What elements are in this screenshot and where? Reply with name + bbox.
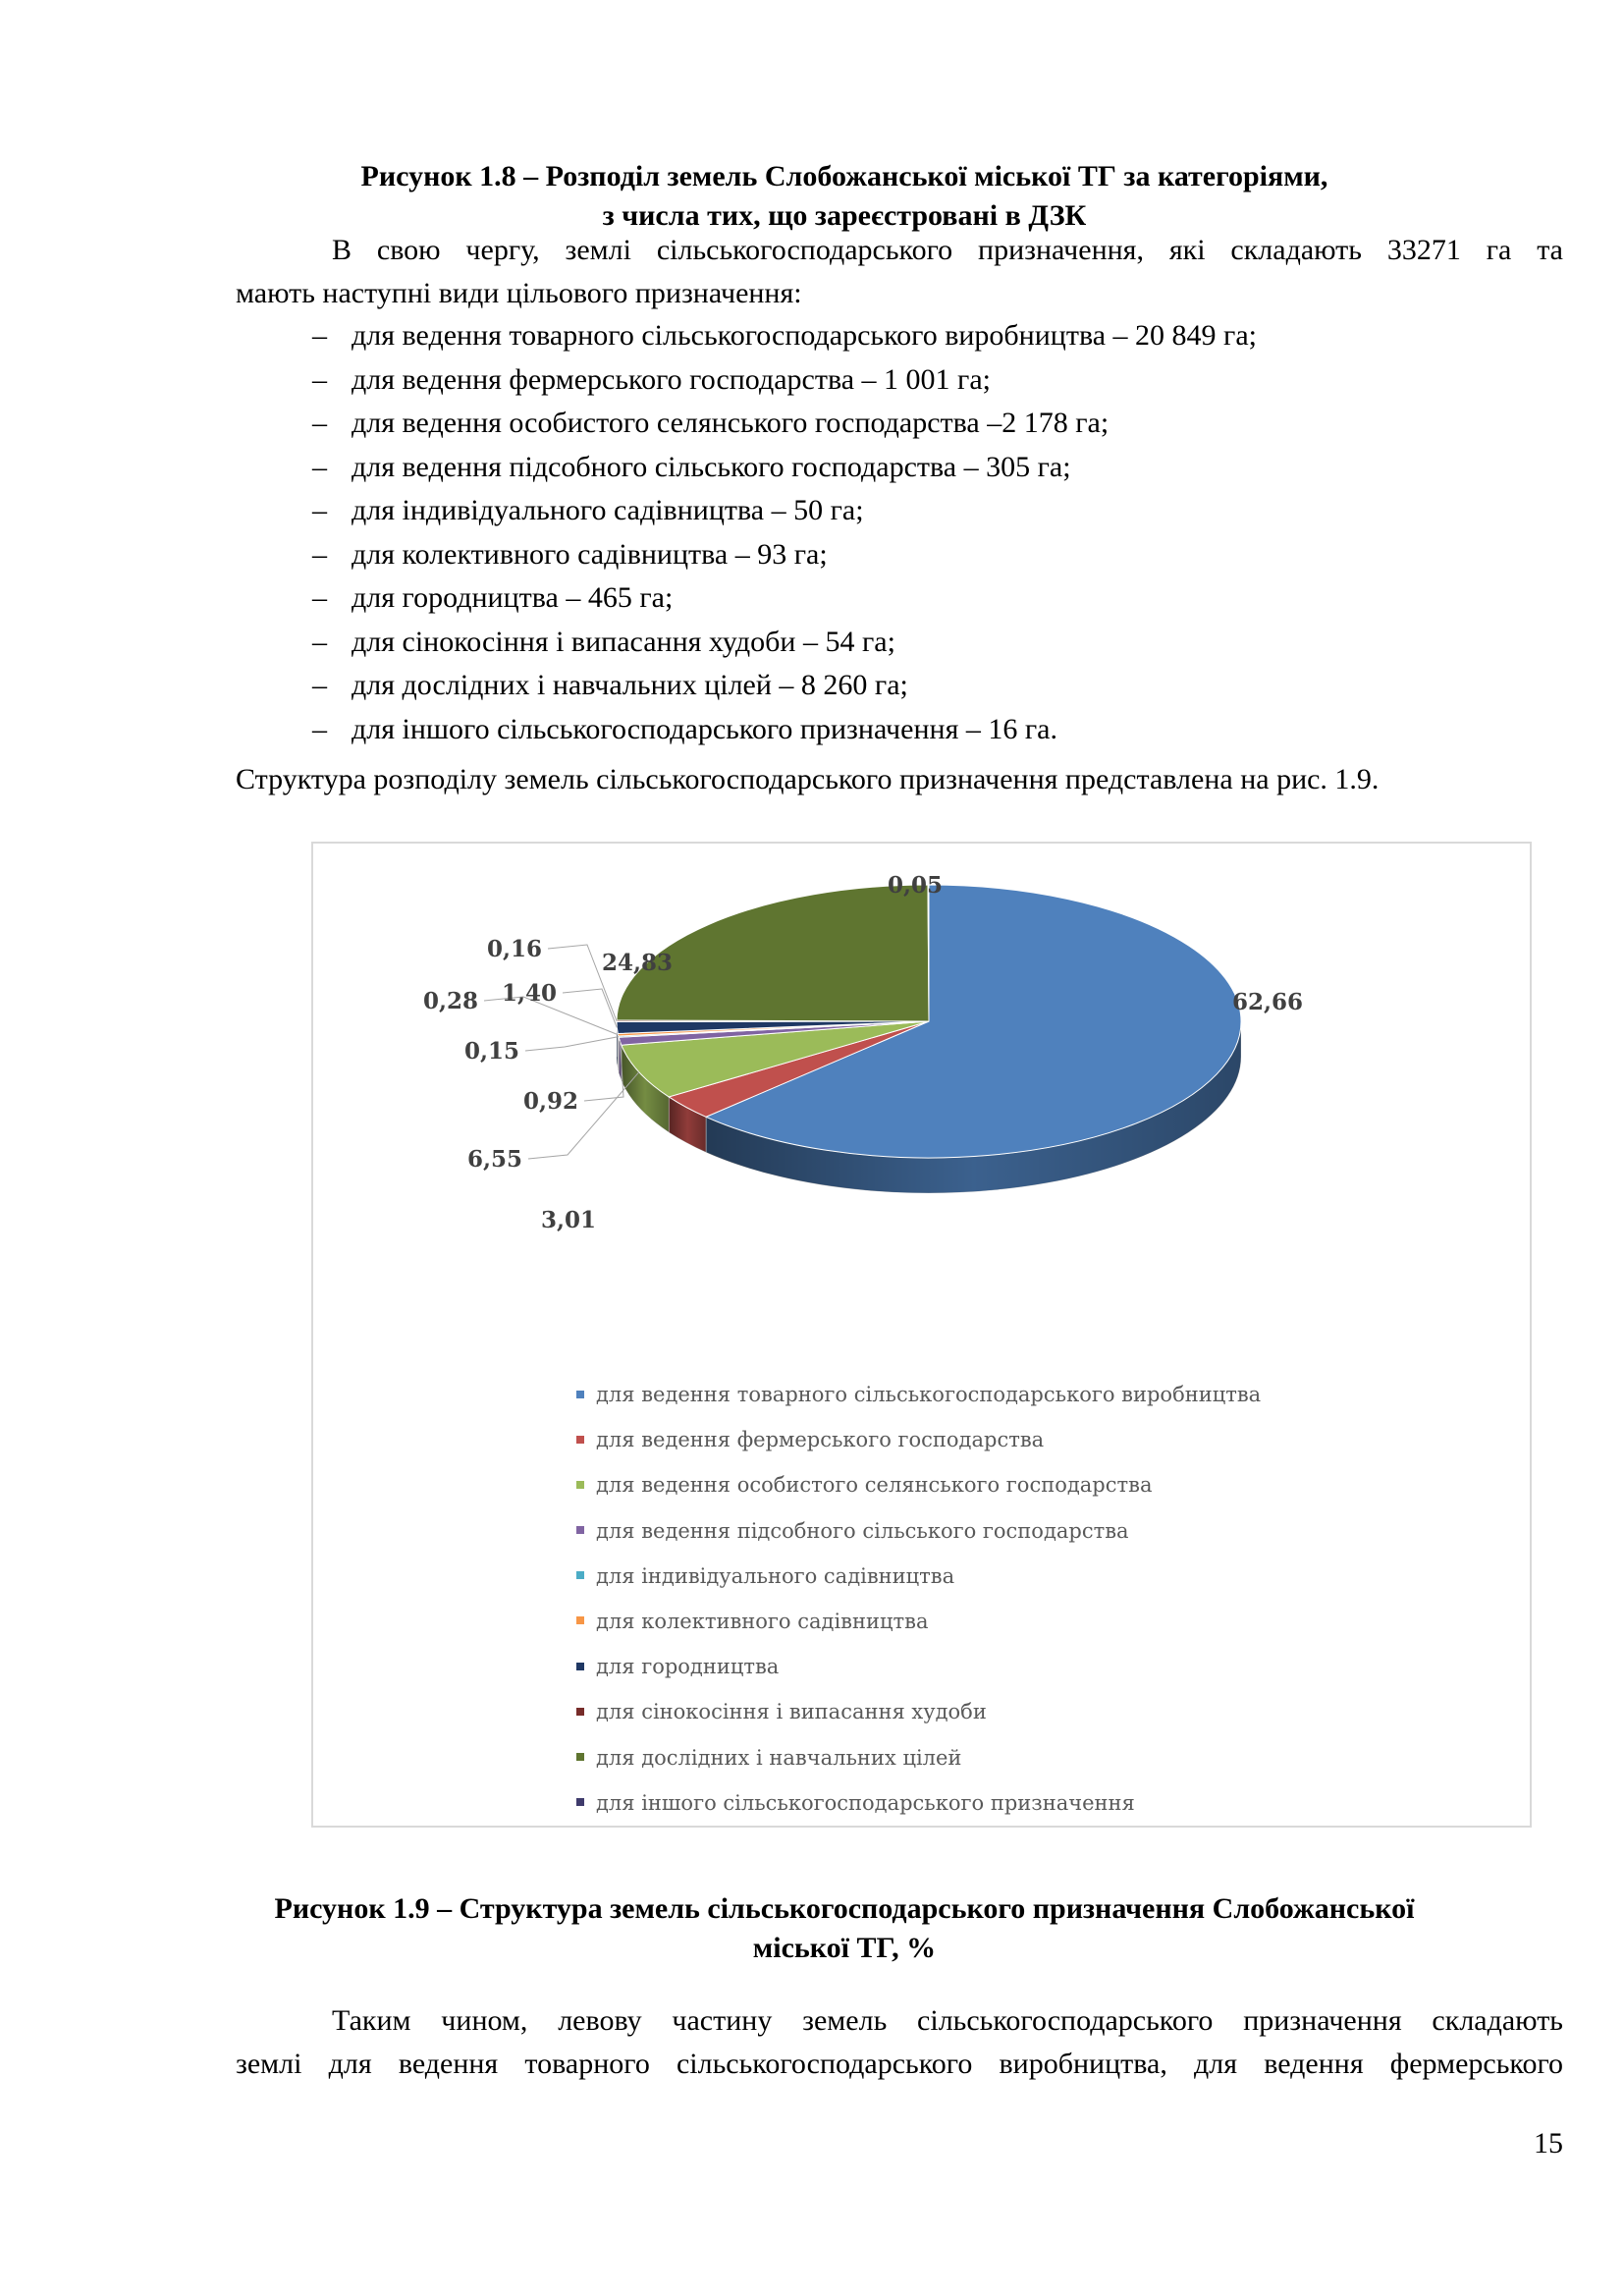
legend-item [576,1554,1261,1599]
legend-item [576,1508,1261,1554]
land-purpose-item [312,402,1549,446]
closing-paragraph-line1: Таким чином, левову частину земель сільськогосподарського призначення складають [332,2004,1563,2037]
pie-data-label: 24,83 [601,950,674,976]
figure-1-9-caption-line1: Рисунок 1.9 – Структура земель сільськогосподарського призначення Слобожанської [274,1892,1415,1925]
land-purpose-item [312,708,1549,752]
land-purpose-item-text: для колективного садівництва – 93 га; [352,537,828,571]
list-dash: – [312,669,327,701]
legend-swatch [576,1571,584,1579]
legend-label: для городництва [596,1655,780,1679]
land-purpose-item [312,446,1549,490]
land-purpose-item-text: для городництва – 465 га; [352,581,674,614]
pie-slices [617,885,1241,1158]
land-purpose-item [312,621,1549,665]
land-purpose-item-text: для ведення особистого селянського господарства –2 178 га; [352,407,1110,439]
figure-1-9-caption [236,1889,1453,1968]
legend-item [576,1735,1261,1780]
land-purpose-item [312,664,1549,708]
list-dash: – [312,450,327,483]
legend-label: для ведення фермерського господарства [596,1428,1045,1452]
legend-swatch [576,1481,584,1489]
pie-data-label: 0,15 [463,1038,519,1065]
land-purpose-item-text: для іншого сільськогосподарського призначення – 16 га. [352,712,1057,745]
figure-1-8-caption-line2: з числа тих, що зареєстровані в ДЗК [602,199,1087,232]
legend-swatch [576,1526,584,1534]
land-purpose-item [312,314,1549,358]
legend-swatch [576,1663,584,1670]
figure-1-8-caption [236,157,1453,236]
page-number: 15 [1534,2127,1563,2159]
land-purpose-item-text: для сінокосіння і випасання худоби – 54 га; [352,625,895,658]
figure-1-9-caption-line2: міської ТГ, % [752,1932,937,1964]
pie-data-label: 0,92 [522,1088,578,1115]
closing-paragraph [236,1999,1563,2086]
legend-label: для індивідуального садівництва [596,1563,955,1588]
list-dash: – [312,494,327,526]
pie-data-label: 0,28 [422,988,478,1014]
list-dash: – [312,362,327,396]
pie-leader-line [563,989,617,1027]
structure-sentence-text: Структура розподілу земель сільськогосподарського призначення представлена на рис. 1.9. [236,763,1380,795]
land-purpose-item-text: для індивідуального садівництва – 50 га; [352,494,864,526]
land-purpose-item [312,533,1549,577]
legend-item [576,1599,1261,1644]
land-purpose-item-text: для ведення підсобного сільського господарства – 305 га; [352,450,1071,483]
intro-paragraph [236,229,1563,315]
legend-label: для ведення підсобного сільського господарства [596,1518,1129,1543]
pie-data-label: 0,05 [887,872,944,899]
legend-label: для дослідних і навчальних цілей [596,1745,962,1770]
legend-swatch [576,1708,584,1716]
pie-chart-area [311,842,1532,1828]
pie-data-label: 62,66 [1231,989,1303,1015]
land-purpose-item [312,576,1549,621]
closing-paragraph-line2: землі для ведення товарного сільськогосподарського виробництва, для ведення фермерського [236,2048,1563,2080]
list-dash: – [312,537,327,571]
legend-label: для колективного садівництва [596,1609,929,1633]
legend-item [576,1780,1261,1826]
chart-legend [576,1372,1261,1826]
pie-data-label: 6,55 [466,1146,522,1173]
legend-swatch [576,1391,584,1398]
legend-item [576,1417,1261,1462]
list-dash: – [312,581,327,614]
legend-item [576,1372,1261,1417]
pie-data-label: 0,16 [486,936,542,962]
legend-label: для іншого сільськогосподарського призначення [596,1790,1135,1815]
figure-1-8-caption-line1: Рисунок 1.8 – Розподіл земель Слобожанської міської ТГ за категоріями, [360,160,1328,192]
list-dash: – [312,407,327,439]
legend-swatch [576,1753,584,1761]
legend-item [576,1689,1261,1734]
legend-label: для ведення товарного сільськогосподарського виробництва [596,1383,1262,1406]
land-purpose-item [312,489,1549,533]
intro-paragraph-line2: мають наступні види цільового призначення: [236,277,802,309]
legend-swatch [576,1436,584,1444]
legend-swatch [576,1616,584,1624]
list-dash: – [312,319,327,352]
land-purpose-item [312,358,1549,403]
land-purpose-item-text: для ведення фермерського господарства – 1 001 га; [352,362,991,396]
pie-data-label: 1,40 [501,980,557,1007]
land-purpose-item-text: для дослідних і навчальних цілей – 8 260 га; [352,669,908,701]
list-dash: – [312,712,327,745]
legend-label: для сінокосіння і випасання худоби [596,1700,987,1724]
legend-item [576,1462,1261,1507]
legend-swatch [576,1798,584,1806]
land-purpose-item-text: для ведення товарного сільськогосподарського виробництва – 20 849 га; [352,319,1257,352]
pie-leader-line [525,1037,619,1051]
land-purpose-list [312,314,1549,751]
legend-item [576,1644,1261,1689]
intro-paragraph-line1: В свою чергу, землі сільськогосподарського призначення, які складають 33271 га та [332,234,1563,266]
legend-label: для ведення особистого селянського господарства [596,1473,1153,1498]
pie-data-label: 3,01 [540,1207,596,1233]
structure-sentence [236,758,1563,801]
list-dash: – [312,625,327,658]
